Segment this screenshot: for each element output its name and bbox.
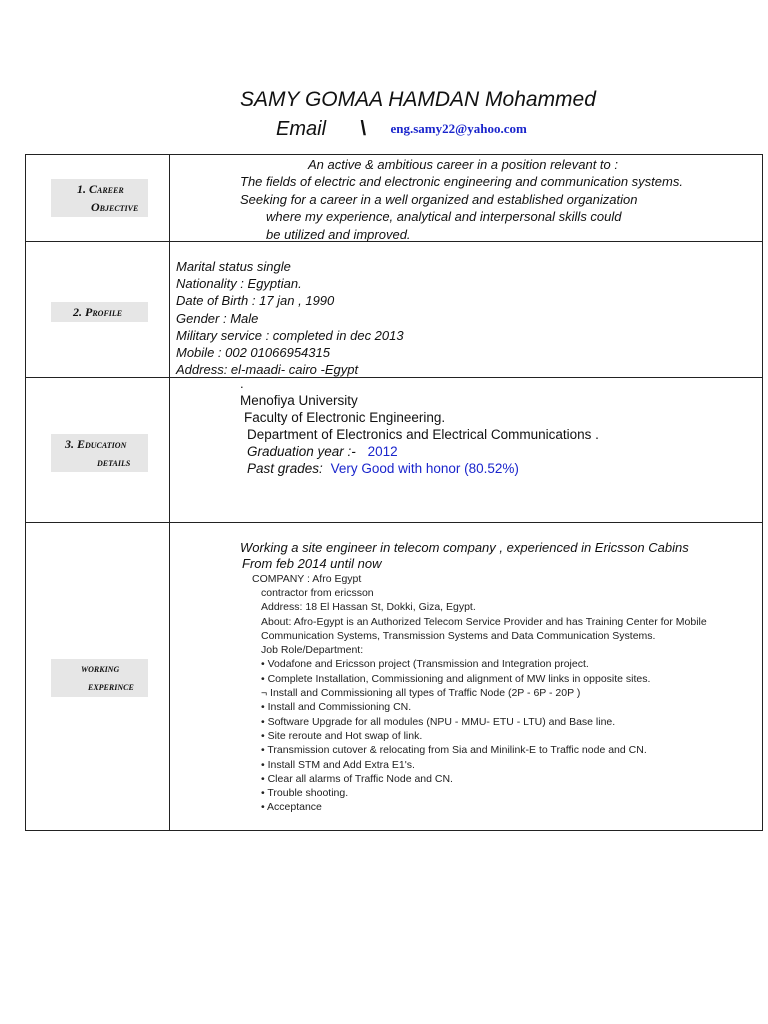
mobile: Mobile : 002 01066954315 bbox=[176, 345, 330, 361]
profile-row bbox=[26, 242, 763, 378]
email-separator: \ bbox=[360, 118, 367, 140]
experience-content bbox=[170, 523, 763, 831]
education-label: 3. Education details bbox=[51, 434, 148, 472]
grades-label: Past grades: bbox=[247, 461, 323, 476]
objective-line-5: be utilized and improved. bbox=[266, 226, 411, 242]
task-item: • Complete Installation, Commissioning and alignment of MW links in opposite sites. bbox=[261, 672, 651, 685]
graduation-label: Graduation year :- bbox=[247, 444, 356, 459]
military-service: Military service : completed in dec 2013 bbox=[176, 327, 404, 343]
profile-content bbox=[170, 242, 763, 378]
task-item: • Clear all alarms of Traffic Node and CN. bbox=[261, 772, 453, 785]
faculty: Faculty of Electronic Engineering. bbox=[244, 410, 446, 425]
experience-intro-1: Working a site engineer in telecom company , experienced in Ericsson Cabins bbox=[240, 540, 689, 555]
education-label-cell bbox=[26, 378, 170, 523]
task-item: • Transmission cutover & relocating from Sia and Minilink-E to Traffic node and CN. bbox=[261, 744, 647, 757]
objective-line-1: An active & ambitious career in a position relevant to : bbox=[308, 157, 618, 172]
nationality: Nationality : Egyptian. bbox=[176, 276, 302, 292]
graduation-year-line bbox=[240, 443, 599, 460]
experience-row bbox=[26, 523, 763, 831]
task-item: • Trouble shooting. bbox=[261, 787, 349, 800]
marital-status: Marital status single bbox=[176, 259, 291, 274]
career-objective-label-cell bbox=[26, 155, 170, 242]
graduation-year: 2012 bbox=[367, 444, 398, 459]
company-name: COMPANY : Afro Egypt bbox=[252, 573, 362, 585]
candidate-name: SAMY GOMAA HAMDAN Mohammed bbox=[240, 88, 596, 111]
experience-label-cell bbox=[26, 523, 170, 831]
university: Menofiya University bbox=[240, 393, 358, 408]
task-item: • Site reroute and Hot swap of link. bbox=[261, 729, 423, 742]
past-grades-line bbox=[240, 460, 599, 477]
task-item: • Vodafone and Ericsson project (Transmission and Integration project. bbox=[261, 658, 589, 671]
education-row bbox=[26, 378, 763, 523]
cv-table bbox=[25, 154, 763, 831]
department: Department of Electronics and Electrical Communications . bbox=[247, 427, 599, 442]
experience-label: working experince bbox=[51, 659, 148, 697]
address: Address: el-maadi- cairo -Egypt bbox=[176, 362, 359, 378]
career-objective-content bbox=[170, 155, 763, 242]
email-address-link[interactable]: eng.samy22@yahoo.com bbox=[390, 121, 527, 136]
career-objective-label: 1. Career Objective bbox=[51, 179, 148, 217]
profile-label: 2. Profile bbox=[51, 302, 148, 322]
objective-line-3: Seeking for a career in a well organized and established organization bbox=[240, 191, 638, 207]
objective-line-4: where my experience, analytical and interpersonal skills could bbox=[266, 209, 622, 224]
grades-value: Very Good with honor (80.52%) bbox=[330, 461, 519, 476]
email-label: Email bbox=[276, 118, 327, 140]
education-dot: . bbox=[240, 376, 244, 391]
task-item: ¬ Install and Commissioning all types of Traffic Node (2P - 6P - 20P ) bbox=[261, 687, 581, 700]
date-of-birth: Date of Birth : 17 jan , 1990 bbox=[176, 293, 335, 309]
experience-details: contractor from ericsson Address: 18 El Hassan St, Dokki, Giza, Egypt. About: Afro-Egypt is an Authorized Telecom Service Provider and has Training Center for Mobile Communication Systems, Transmission Systems and Data Communication Systems. Job Role/Department: • Vodafone and Ericsson project (Transmission and Integration project. • Complete Installation, Commissioning and alignment of MW links in opposite sites. ¬ Install and Commissioning all types of Traffic Node (2P - 6P - 20P ) • Install and Commissioning CN. • Software Upgrade for all modules (NPU - MMU- ETU - LTU) and Base line. • Site reroute and Hot swap of link. • Transmission cutover & relocating from Sia and Minilink-E to Traffic node and CN. • Install STM and Add Extra E1's. • Clear all alarms of Traffic Node and CN. • Trouble shooting. • Acceptance bbox=[261, 587, 707, 814]
career-objective-row bbox=[26, 155, 763, 242]
profile-label-cell bbox=[26, 242, 170, 378]
education-content bbox=[170, 378, 763, 523]
email-line bbox=[276, 118, 527, 141]
task-item: • Acceptance bbox=[261, 801, 322, 814]
gender: Gender : Male bbox=[176, 310, 259, 326]
experience-intro-2: From feb 2014 until now bbox=[242, 556, 382, 571]
task-item: • Install STM and Add Extra E1's. bbox=[261, 758, 415, 771]
objective-line-2: The fields of electric and electronic engineering and communication systems. bbox=[240, 174, 683, 189]
task-item: • Install and Commissioning CN. bbox=[261, 701, 412, 714]
task-item: • Software Upgrade for all modules (NPU - MMU- ETU - LTU) and Base line. bbox=[261, 715, 616, 728]
